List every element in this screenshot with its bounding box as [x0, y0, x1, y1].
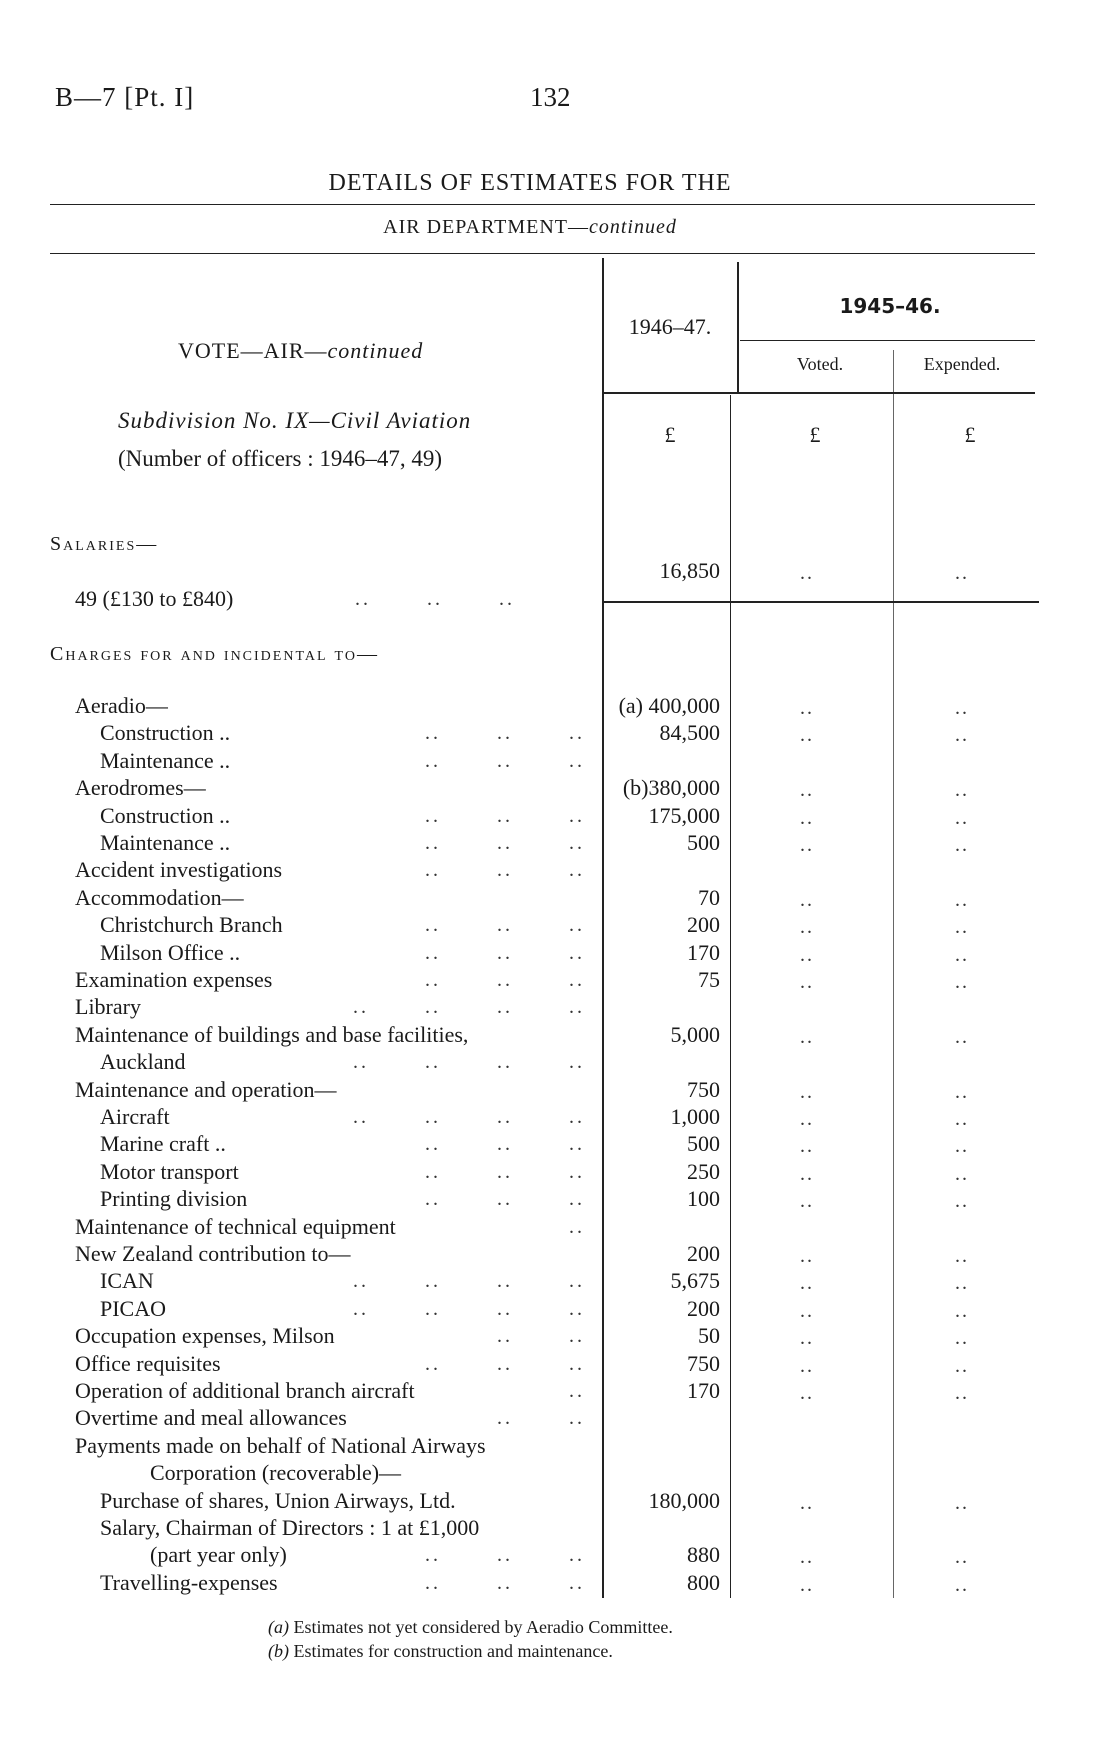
- currency-voted: £: [809, 422, 821, 447]
- row-voted-nil: ..: [800, 1492, 814, 1514]
- row-label: (part year only): [150, 1542, 287, 1567]
- row-label: Construction ..: [100, 720, 231, 745]
- row-label: Maintenance and operation—: [75, 1077, 337, 1102]
- row-amount-1946-47: (a) 400,000: [618, 693, 720, 718]
- row-expended-nil: ..: [955, 779, 969, 801]
- row-label: Marine craft ..: [100, 1131, 226, 1156]
- footnote-b: [268, 1641, 613, 1662]
- row-amount-1946-47: 100: [687, 1186, 720, 1211]
- row-leader-dots: .. .. ..: [425, 969, 585, 991]
- column-group-1945-46: 1945–46.: [839, 294, 941, 318]
- row-expended-nil: ..: [955, 1382, 969, 1404]
- row-leader-dots: .. ..: [497, 1407, 585, 1429]
- row-label: Office requisites: [75, 1351, 221, 1376]
- row-expended-nil: ..: [955, 1492, 969, 1514]
- row-amount-1946-47: 500: [687, 830, 720, 855]
- row-amount-1946-47: 880: [687, 1542, 720, 1567]
- row-label: Maintenance of buildings and base facilities,: [75, 1022, 469, 1047]
- row-expended-nil: ..: [955, 1272, 969, 1294]
- row-voted-nil: ..: [800, 1108, 814, 1130]
- row-expended-nil: ..: [955, 1026, 969, 1048]
- row-voted-nil: ..: [800, 779, 814, 801]
- row-amount-1946-47: 5,675: [670, 1268, 720, 1293]
- row-leader-dots: .. ..: [497, 1325, 585, 1347]
- row-label: Salary, Chairman of Directors : 1 at £1,000: [100, 1515, 480, 1540]
- title-rule-bottom: [50, 253, 1035, 254]
- currency-1946-47: £: [664, 422, 676, 447]
- row-leader-dots: ..: [569, 1380, 585, 1402]
- row-amount-1946-47: 84,500: [659, 720, 720, 745]
- vote-heading: [178, 338, 423, 364]
- vote-main: VOTE—AIR—: [178, 338, 328, 363]
- row-voted-nil: ..: [800, 1546, 814, 1568]
- heading-bottom-rule: [604, 392, 1035, 394]
- row-leader-dots: .. .. ..: [425, 750, 585, 772]
- salaries-line: 49 (£130 to £840): [75, 586, 234, 611]
- row-expended-nil: ..: [955, 807, 969, 829]
- page-subtitle: [0, 216, 1060, 239]
- row-expended-nil: ..: [955, 916, 969, 938]
- page-number: 132: [530, 82, 571, 112]
- row-label: Aircraft: [100, 1104, 170, 1129]
- row-expended-nil: ..: [955, 889, 969, 911]
- row-voted-nil: ..: [800, 1081, 814, 1103]
- salaries-expended-nil: ..: [955, 562, 969, 584]
- row-amount-1946-47: 75: [698, 967, 720, 992]
- row-label: Aerodromes—: [75, 775, 206, 800]
- row-expended-nil: ..: [955, 1355, 969, 1377]
- row-voted-nil: ..: [800, 1135, 814, 1157]
- row-voted-nil: ..: [800, 1272, 814, 1294]
- row-amount-1946-47: 200: [687, 1241, 720, 1266]
- row-expended-nil: ..: [955, 1081, 969, 1103]
- row-amount-1946-47: 1,000: [670, 1104, 720, 1129]
- row-label: Examination expenses: [75, 967, 273, 992]
- row-amount-1946-47: 180,000: [648, 1488, 720, 1513]
- row-label: Payments made on behalf of National Airways: [75, 1433, 486, 1458]
- column-expended: Expended.: [923, 354, 1001, 374]
- row-label: Maintenance ..: [100, 748, 231, 773]
- row-expended-nil: ..: [955, 697, 969, 719]
- row-voted-nil: ..: [800, 1574, 814, 1596]
- subdivision-heading: Subdivision No. IX—Civil Aviation: [118, 408, 472, 433]
- row-amount-1946-47: 500: [687, 1131, 720, 1156]
- title-rule-top: [50, 204, 1035, 205]
- row-label: Maintenance ..: [100, 830, 231, 855]
- row-voted-nil: ..: [800, 834, 814, 856]
- row-leader-dots: .. .. ..: [425, 859, 585, 881]
- row-expended-nil: ..: [955, 834, 969, 856]
- footnote-a: [268, 1617, 673, 1638]
- row-voted-nil: ..: [800, 807, 814, 829]
- row-expended-nil: ..: [955, 1108, 969, 1130]
- row-amount-1946-47: 200: [687, 912, 720, 937]
- row-expended-nil: ..: [955, 1135, 969, 1157]
- row-label: Motor transport: [100, 1159, 239, 1184]
- row-leader-dots: .. .. ..: [425, 1188, 585, 1210]
- row-expended-nil: ..: [955, 1245, 969, 1267]
- row-label: Printing division: [100, 1186, 248, 1211]
- column-1946-47: 1946–47.: [628, 314, 712, 339]
- salaries-amount: 16,850: [659, 558, 720, 583]
- row-label: Maintenance of technical equipment: [75, 1214, 396, 1239]
- row-label: Christchurch Branch: [100, 912, 283, 937]
- row-expended-nil: ..: [955, 1574, 969, 1596]
- row-expended-nil: ..: [955, 1546, 969, 1568]
- column-voted: Voted.: [796, 354, 844, 374]
- row-label: Purchase of shares, Union Airways, Ltd.: [100, 1488, 456, 1513]
- subtitle-main: AIR DEPARTMENT—: [383, 216, 589, 238]
- row-voted-nil: ..: [800, 1382, 814, 1404]
- footnote-b-mark: (b): [268, 1641, 289, 1661]
- row-leader-dots: .. .. ..: [425, 1133, 585, 1155]
- row-voted-nil: ..: [800, 1026, 814, 1048]
- row-label: Accident investigations: [75, 857, 283, 882]
- row-label: PICAO: [100, 1296, 167, 1321]
- row-amount-1946-47: 250: [687, 1159, 720, 1184]
- row-amount-1946-47: 5,000: [670, 1022, 720, 1047]
- row-label: Auckland: [100, 1049, 186, 1074]
- row-expended-nil: ..: [955, 724, 969, 746]
- row-voted-nil: ..: [800, 1300, 814, 1322]
- row-voted-nil: ..: [800, 944, 814, 966]
- row-voted-nil: ..: [800, 971, 814, 993]
- row-amount-1946-47: 170: [687, 940, 720, 965]
- charges-heading: Charges for and incidental to—: [50, 643, 379, 665]
- row-label: Library: [75, 994, 141, 1019]
- row-expended-nil: ..: [955, 1163, 969, 1185]
- row-leader-dots: .. .. ..: [425, 1572, 585, 1594]
- row-voted-nil: ..: [800, 697, 814, 719]
- row-expended-nil: ..: [955, 1300, 969, 1322]
- row-leader-dots: .. .. .. ..: [353, 1298, 585, 1320]
- row-leader-dots: .. .. ..: [425, 1544, 585, 1566]
- row-label: Milson Office ..: [100, 940, 241, 965]
- row-label: Overtime and meal allowances: [75, 1405, 347, 1430]
- row-amount-1946-47: 170: [687, 1378, 720, 1403]
- row-voted-nil: ..: [800, 1245, 814, 1267]
- footnote-b-text: Estimates for construction and maintenance.: [293, 1641, 613, 1661]
- footnote-a-text: Estimates not yet considered by Aeradio Committee.: [293, 1617, 673, 1637]
- row-label: ICAN: [100, 1268, 154, 1293]
- row-leader-dots: .. .. ..: [425, 1353, 585, 1375]
- row-label: Aeradio—: [75, 693, 168, 718]
- row-leader-dots: .. .. .. ..: [353, 1051, 585, 1073]
- column-rule-right: [893, 350, 894, 1598]
- row-voted-nil: ..: [800, 916, 814, 938]
- salaries-heading: Salaries—: [50, 533, 159, 555]
- row-label: Corporation (recoverable)—: [150, 1460, 402, 1485]
- row-expended-nil: ..: [955, 971, 969, 993]
- row-label: Operation of additional branch aircraft: [75, 1378, 415, 1403]
- row-voted-nil: ..: [800, 889, 814, 911]
- row-leader-dots: .. .. ..: [425, 722, 585, 744]
- row-amount-1946-47: 70: [698, 885, 720, 910]
- row-leader-dots: .. .. .. ..: [353, 996, 585, 1018]
- officers-count: (Number of officers : 1946–47, 49): [118, 446, 443, 471]
- row-amount-1946-47: 175,000: [648, 803, 720, 828]
- row-voted-nil: ..: [800, 1190, 814, 1212]
- column-rule-mid-lower: [730, 395, 731, 1598]
- row-amount-1946-47: (b)380,000: [622, 775, 720, 800]
- row-leader-dots: .. .. ..: [425, 832, 585, 854]
- row-voted-nil: ..: [800, 1327, 814, 1349]
- salaries-voted-nil: ..: [800, 562, 814, 584]
- row-amount-1946-47: 750: [687, 1351, 720, 1376]
- column-rule-mid-upper: [737, 262, 739, 392]
- row-voted-nil: ..: [800, 1163, 814, 1185]
- row-amount-1946-47: 50: [698, 1323, 720, 1348]
- row-leader-dots: .. .. .. ..: [353, 1270, 585, 1292]
- row-amount-1946-47: 200: [687, 1296, 720, 1321]
- row-expended-nil: ..: [955, 944, 969, 966]
- row-label: Travelling-expenses: [100, 1570, 278, 1595]
- currency-expended: £: [964, 422, 976, 447]
- row-label: Occupation expenses, Milson: [75, 1323, 335, 1348]
- row-leader-dots: .. .. ..: [425, 805, 585, 827]
- row-label: Accommodation—: [75, 885, 244, 910]
- page-title: DETAILS OF ESTIMATES FOR THE: [328, 170, 732, 196]
- row-label: New Zealand contribution to—: [75, 1241, 351, 1266]
- row-voted-nil: ..: [800, 1355, 814, 1377]
- row-leader-dots: ..: [569, 1216, 585, 1238]
- row-leader-dots: .. .. ..: [425, 914, 585, 936]
- salaries-dots: .. .. ..: [355, 588, 515, 610]
- row-expended-nil: ..: [955, 1190, 969, 1212]
- row-leader-dots: .. .. ..: [425, 942, 585, 964]
- subtitle-continued: continued: [588, 216, 677, 238]
- salaries-bottom-rule: [604, 601, 1039, 603]
- vote-continued: continued: [327, 338, 424, 363]
- document-reference: B—7 [Pt. I]: [55, 82, 195, 112]
- group-header-rule: [740, 340, 1035, 341]
- row-amount-1946-47: 800: [687, 1570, 720, 1595]
- row-expended-nil: ..: [955, 1327, 969, 1349]
- row-amount-1946-47: 750: [687, 1077, 720, 1102]
- row-leader-dots: .. .. ..: [425, 1161, 585, 1183]
- footnote-a-mark: (a): [268, 1617, 289, 1637]
- row-leader-dots: .. .. .. ..: [353, 1106, 585, 1128]
- row-label: Construction ..: [100, 803, 231, 828]
- row-voted-nil: ..: [800, 724, 814, 746]
